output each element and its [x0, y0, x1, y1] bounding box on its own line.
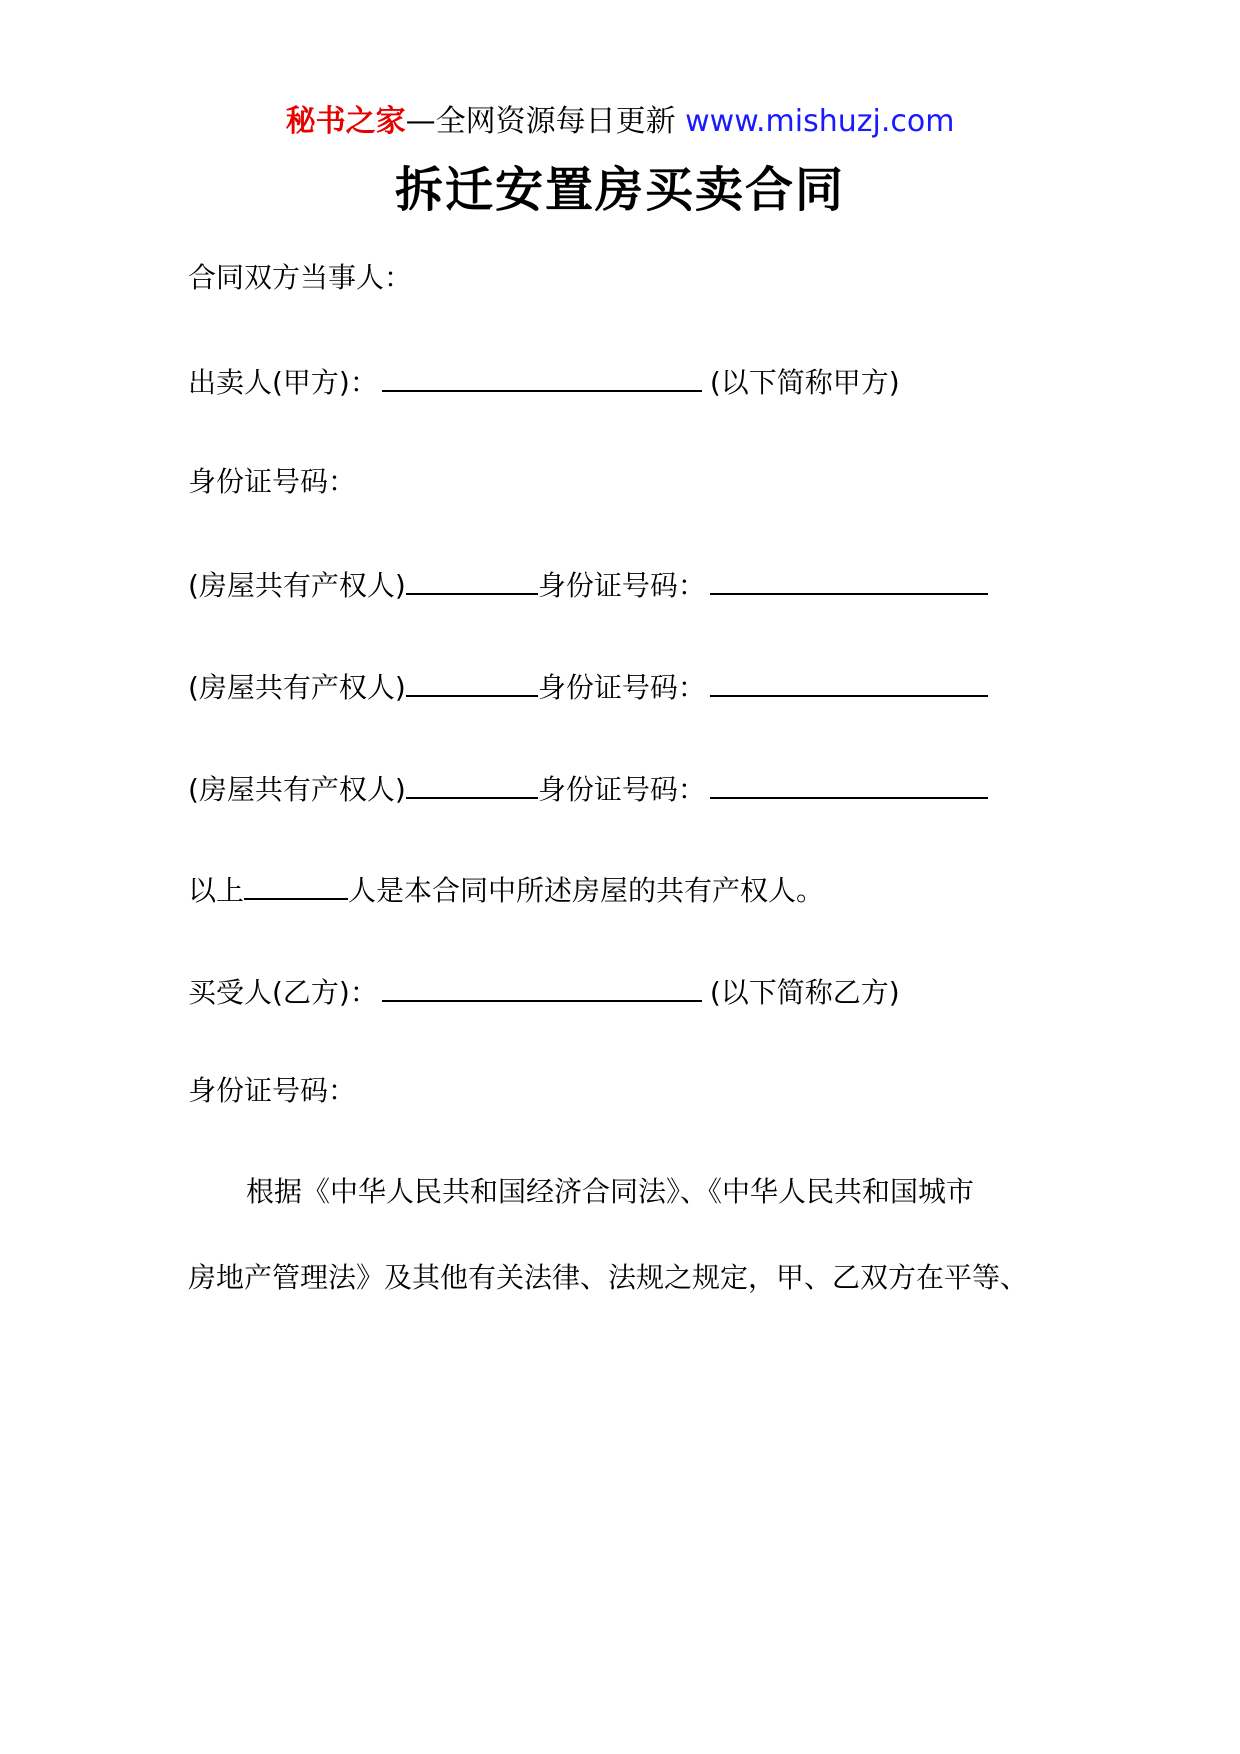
- seller-suffix: (以下简称甲方): [709, 366, 900, 399]
- seller-name-blank: [382, 360, 702, 392]
- summary-prefix: 以上: [188, 874, 245, 907]
- co-owner-name-blank: [406, 563, 538, 595]
- body-paragraph-line: 根据《中华人民共和国经济合同法》、《中华人民共和国城市: [246, 1175, 975, 1208]
- co-owner-count-blank: [244, 868, 348, 900]
- co-owner-name-blank: [406, 665, 538, 697]
- document-title: 拆迁安置房买卖合同: [394, 162, 845, 218]
- buyer-name-blank: [382, 970, 702, 1002]
- co-owner-id-label: 身份证号码：: [537, 773, 706, 806]
- co-owner-label: (房屋共有产权人): [188, 773, 406, 806]
- seller-label: 出卖人(甲方)：: [188, 366, 378, 399]
- summary-suffix: 人是本合同中所述房屋的共有产权人。: [348, 874, 825, 907]
- body-paragraph-line: 房地产管理法》及其他有关法律、法规之规定，甲、乙双方在平等、: [188, 1261, 1029, 1294]
- co-owner-summary: [188, 868, 824, 911]
- co-owner-line: [188, 665, 988, 708]
- co-owner-id-label: 身份证号码：: [537, 569, 706, 602]
- buyer-suffix: (以下简称乙方): [709, 976, 900, 1009]
- buyer-label: 买受人(乙方)：: [188, 976, 378, 1009]
- co-owner-id-blank: [710, 767, 988, 799]
- co-owner-line: [188, 767, 988, 810]
- buyer-line: [188, 970, 900, 1013]
- site-header: [0, 100, 1240, 144]
- seller-id-label: 身份证号码：: [188, 465, 357, 498]
- brand-name: 秘书之家: [285, 104, 406, 139]
- parties-label: 合同双方当事人：: [188, 261, 413, 294]
- co-owner-name-blank: [406, 767, 538, 799]
- co-owner-label: (房屋共有产权人): [188, 569, 406, 602]
- co-owner-line: [188, 563, 988, 606]
- co-owner-id-blank: [710, 563, 988, 595]
- co-owner-label: (房屋共有产权人): [188, 671, 406, 704]
- co-owner-id-blank: [710, 665, 988, 697]
- co-owner-id-label: 身份证号码：: [537, 671, 706, 704]
- seller-line: [188, 360, 900, 403]
- buyer-id-label: 身份证号码：: [188, 1074, 357, 1107]
- site-url[interactable]: www.mishuzj.com: [685, 104, 955, 139]
- header-tagline: —全网资源每日更新: [405, 104, 676, 139]
